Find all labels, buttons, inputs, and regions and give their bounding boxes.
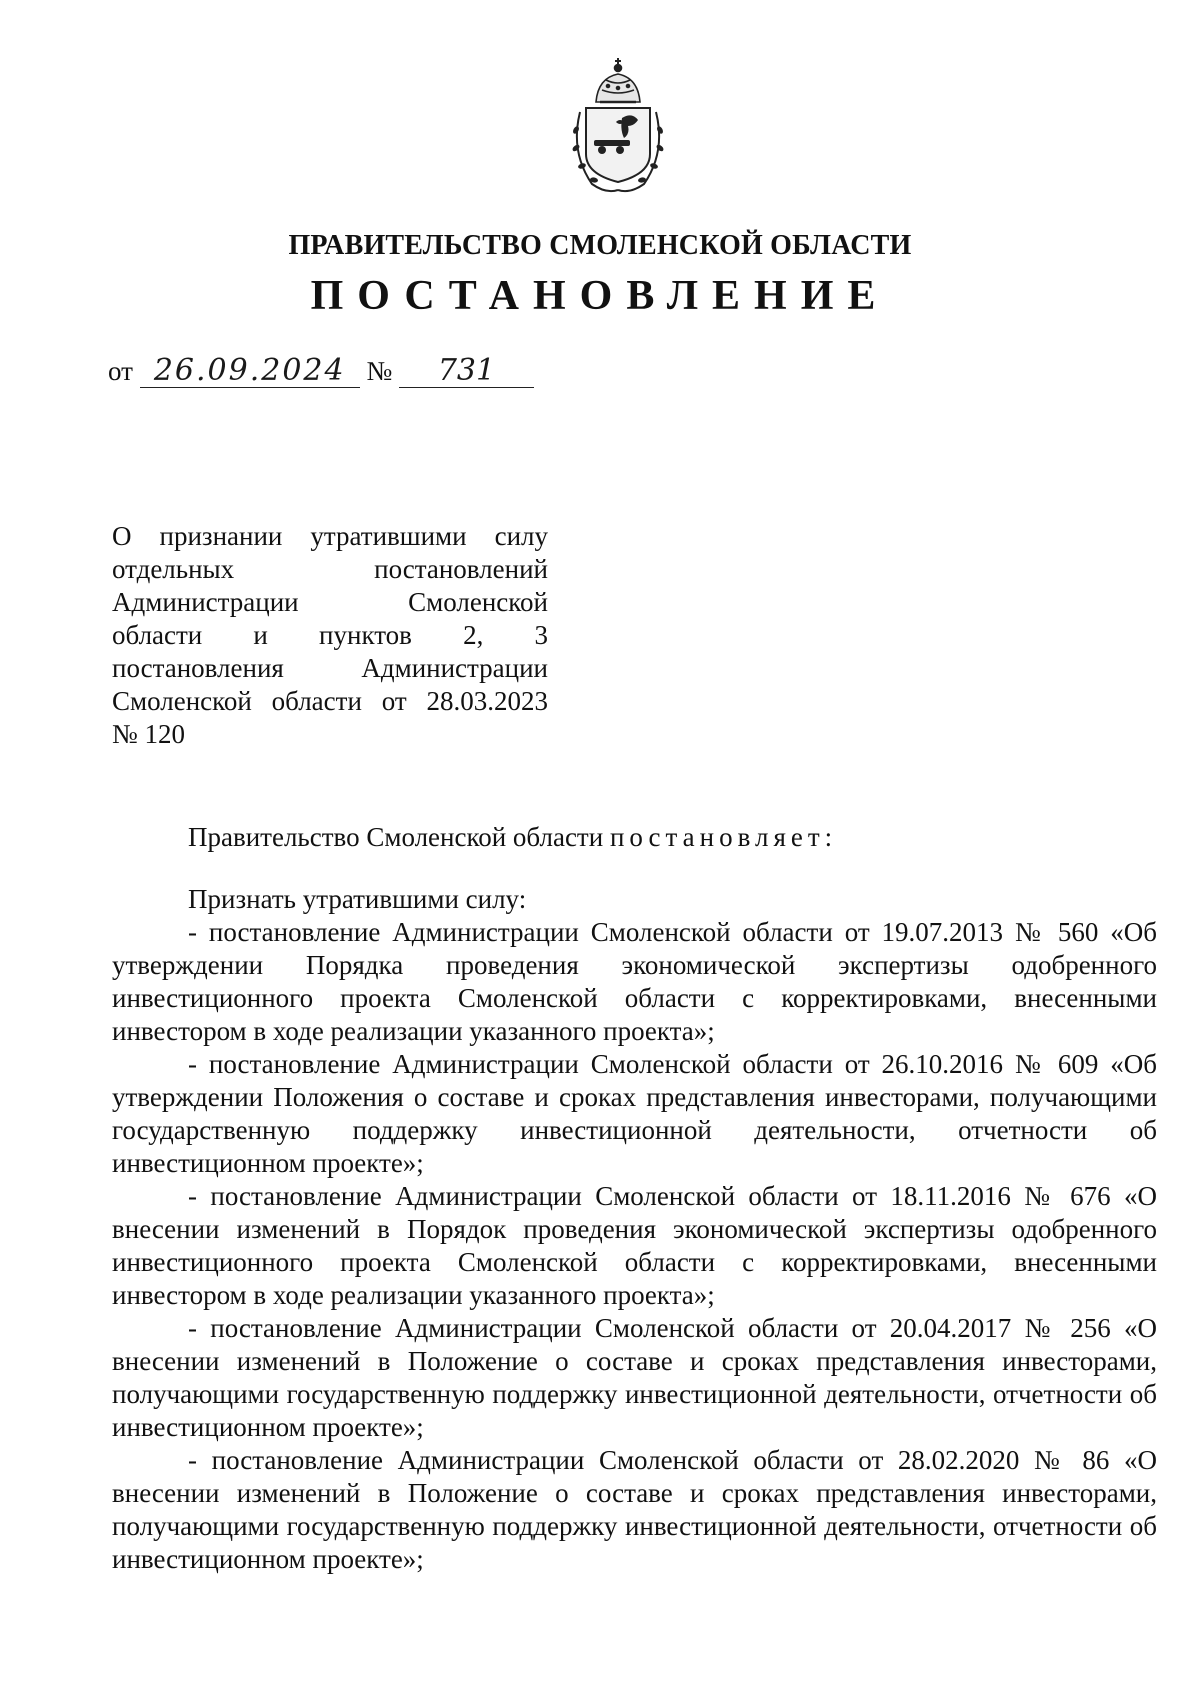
subject-line: области и пунктов 2, 3: [112, 620, 548, 650]
body-item: - постановление Администрации Смоленской области от 19.07.2013 № 560 «Об утверждении Порядка проведения экономической экспертизы одобренного инвестиционного проекта Смоленской области с корректировками, внесенными инвестором в ходе реализации указанного проекта»;: [112, 917, 1157, 1046]
subject-line: Администрации Смоленской: [112, 587, 548, 617]
smolensk-coat-of-arms-icon: [558, 56, 678, 196]
preamble: [188, 822, 837, 853]
number-label: №: [366, 356, 393, 386]
document-subject: [112, 520, 548, 751]
document-type-title: ПОСТАНОВЛЕНИЕ: [310, 273, 890, 319]
body-item: - постановление Администрации Смоленской области от 26.10.2016 № 609 «Об утверждении Положения о составе и сроках представления инвесторами, получающими государственную поддержку инвестиционной деятельности, отчетности об инвестиционном проекте»;: [112, 1049, 1157, 1178]
body-item: - постановление Администрации Смоленской области от 20.04.2017 № 256 «О внесении изменений в Положение о составе и сроках представления инвесторами, получающими государственную поддержку инвестиционной деятельности, отчетности об инвестиционном проекте»;: [112, 1313, 1157, 1442]
subject-line: Смоленской области от 28.03.2023: [112, 686, 548, 716]
organization-name: ПРАВИТЕЛЬСТВО СМОЛЕНСКОЙ ОБЛАСТИ: [288, 230, 912, 261]
document-date: 26.09.2024: [140, 355, 360, 388]
preamble-decides: постановляет:: [609, 822, 838, 852]
subject-line: О признании утратившими силу: [112, 521, 548, 551]
subject-line: постановления Администрации: [112, 653, 548, 683]
subject-line: отдельных постановлений: [112, 554, 548, 584]
date-from-label: от: [108, 356, 133, 386]
subject-line: № 120: [112, 719, 186, 749]
body-item: - постановление Администрации Смоленской области от 18.11.2016 № 676 «О внесении изменений в Порядок проведения экономической экспертизы одобренного инвестиционного проекта Смоленской области с корректировками, внесенными инвестором в ходе реализации указанного проекта»;: [112, 1181, 1157, 1310]
document-dateline: [108, 355, 534, 388]
body-intro: Признать утратившими силу:: [188, 884, 527, 914]
document-number: 731: [399, 355, 534, 388]
body-item: - постановление Администрации Смоленской области от 28.02.2020 № 86 «О внесении изменений в Положение о составе и сроках представления инвесторами, получающими государственную поддержку инвестиционной деятельности, отчетности об инвестиционном проекте»;: [112, 1445, 1157, 1574]
document-body: [112, 883, 1157, 1576]
preamble-text: Правительство Смоленской области: [188, 822, 604, 852]
